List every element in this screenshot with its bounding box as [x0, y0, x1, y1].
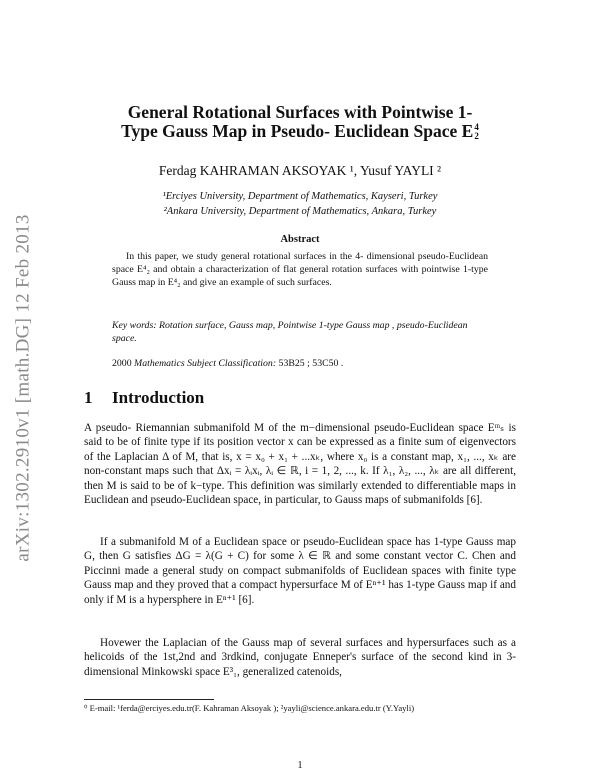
- title-line-1: General Rotational Surfaces with Pointwise 1-: [127, 102, 473, 122]
- abstract-text: In this paper, we study general rotational surfaces in the 4- dimensional pseudo-Euclidean space E⁴₂ and obtain a characterization of flat general rotation surfaces with pointwise 1-type Gauss map in E⁴₂ and give an example of such surfaces.: [112, 251, 488, 288]
- msc-prefix: 2000: [112, 358, 132, 369]
- footnote-rule: [84, 699, 214, 700]
- page-number: 1: [297, 760, 303, 771]
- title-line-2-text: Type Gauss Map in Pseudo- Euclidean Space E: [121, 121, 474, 141]
- title-sup: 4: [474, 122, 479, 132]
- section-number: 1: [84, 388, 93, 407]
- title-sub: 2: [474, 131, 479, 141]
- title-line-2: [70, 122, 530, 141]
- paragraph-3: Hovewer the Laplacian of the Gauss map of several surfaces and hypersurfaces such as a helicoids of the 1st,2nd and 3rdkind, conjugate Enneper's surface of the second kind in 3- dimensional Minkowski space E³₁, generalized catenoids,: [84, 637, 516, 678]
- msc-label: Mathematics Subject Classification:: [134, 358, 277, 369]
- msc-line: [112, 358, 488, 369]
- paragraph-2: If a submanifold M of a Euclidean space or pseudo-Euclidean space has 1-type Gauss map G, then G satisfies ΔG = λ(G + C) for some λ ∈ ℝ and some constant vector C. Chen and Piccinni made a general study on compact submanifolds of Euclidean spaces with finite type Gauss map and they proved that a compact hypersurface M of Eⁿ⁺¹ has 1-type Gauss map if and only if M is a hypersphere in Eⁿ⁺¹ [6].: [84, 536, 516, 606]
- footnote: ⁰ E-mail: ¹ferda@erciyes.edu.tr(F. Kahraman Aksoyak ); ²yayli@science.ankara.edu.tr (Y.Yayli): [84, 703, 415, 713]
- paper-title: [70, 103, 530, 141]
- abstract-heading: Abstract: [280, 234, 320, 245]
- keywords: Key words: Rotation surface, Gauss map, Pointwise 1-type Gauss map , pseudo-Euclidean space.: [112, 320, 468, 344]
- section-heading: [84, 388, 204, 408]
- arxiv-stamp: [6, 178, 42, 598]
- affiliation-1: ¹Erciyes University, Department of Mathematics, Kayseri, Turkey: [162, 191, 438, 202]
- msc-codes: 53B25 ; 53C50 .: [278, 358, 344, 369]
- affiliation-2: ²Ankara University, Department of Mathematics, Ankara, Turkey: [163, 206, 437, 217]
- authors: Ferdag KAHRAMAN AKSOYAK ¹, Yusuf YAYLI ²: [158, 163, 442, 178]
- arxiv-stamp-text: arXiv:1302.2910v1 [math.DG] 12 Feb 2013: [13, 214, 35, 562]
- paragraph-1: A pseudo- Riemannian submanifold M of the m−dimensional pseudo-Euclidean space Eᵐₛ is said to be of finite type if its position vector x can be expressed as a finite sum of eigenvectors of the Laplacian Δ of M, that is, x = x₀ + x₁ + ...xₖ, where x₀ is a constant map, x₁, ..., xₖ are non-constant maps such that Δxᵢ = λᵢxᵢ, λᵢ ∈ ℝ, i = 1, 2, ..., k. If λ₁, λ₂, ..., λₖ are all different, then M is said to be of k−type. This definition was similarly extended to differentiable maps in Euclidean and pseudo-Euclidean space, in particular, to Gauss maps of submanifolds [6].: [84, 422, 516, 507]
- section-title: Introduction: [112, 388, 205, 407]
